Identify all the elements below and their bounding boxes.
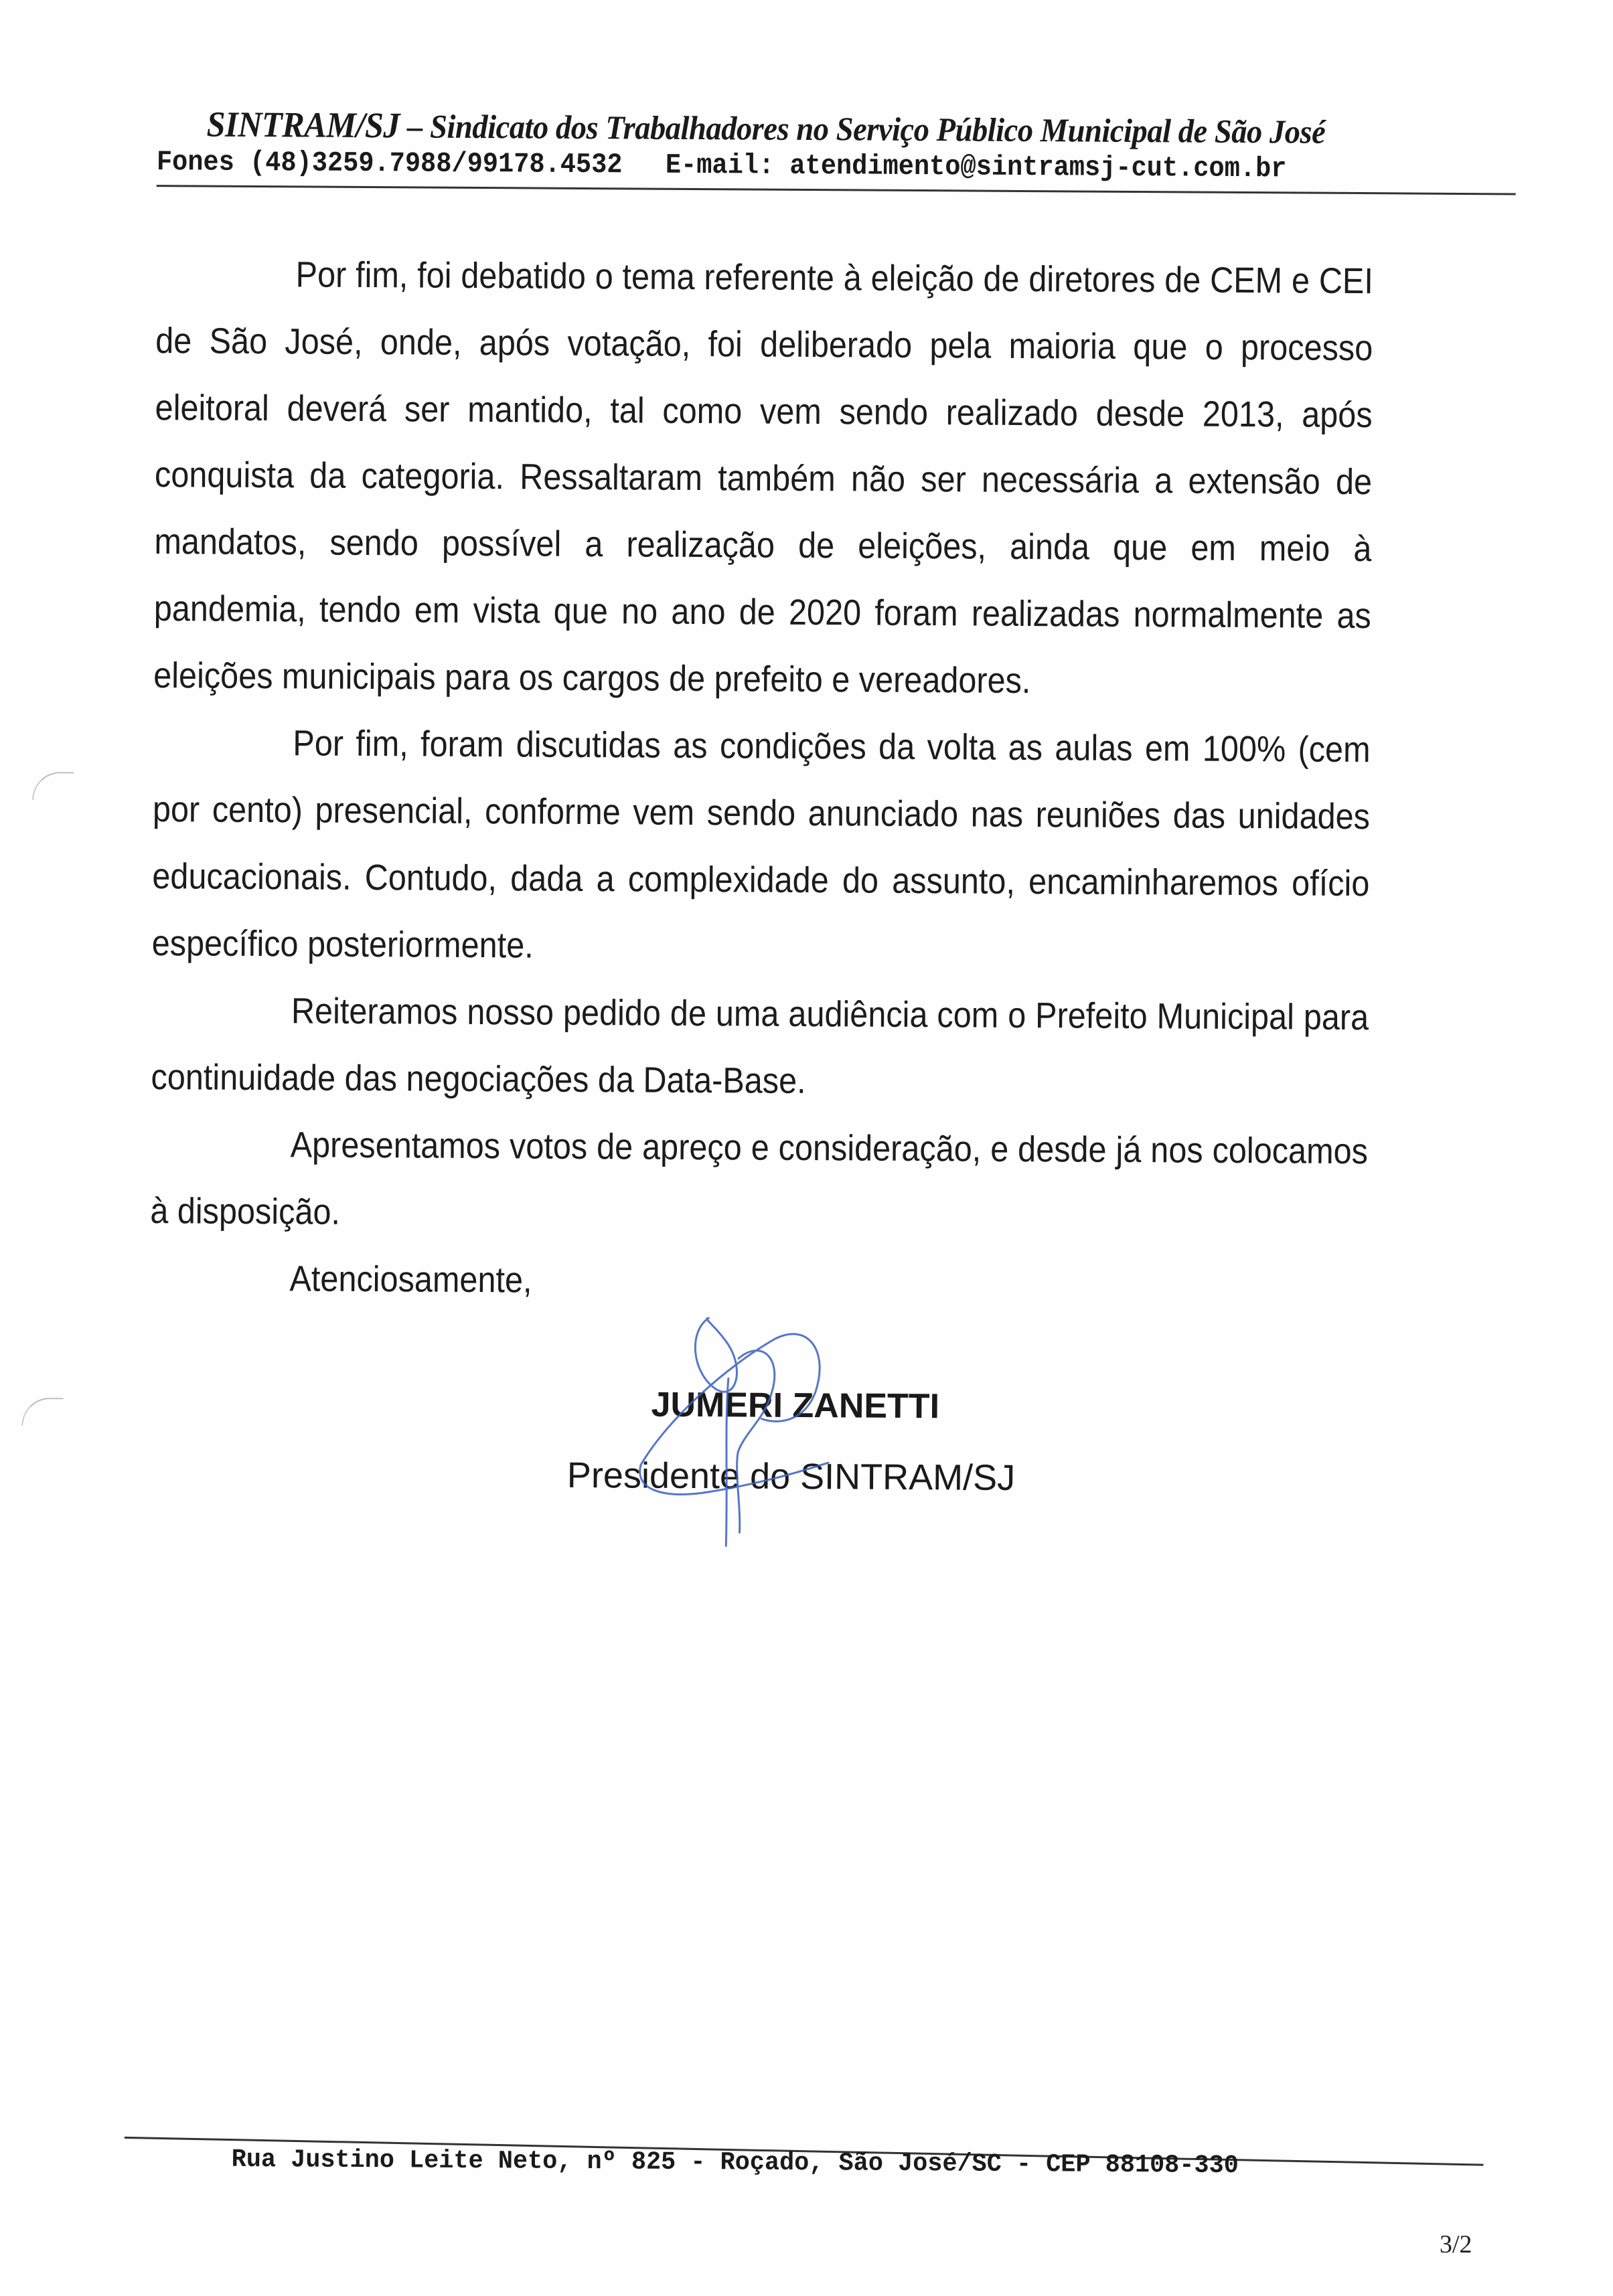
phone-numbers: Fones (48)3259.7988/99178.4532 [156, 146, 623, 181]
letterhead-title [157, 103, 1421, 153]
letterhead [157, 103, 1517, 195]
signature-stroke [695, 1318, 737, 1392]
signature-block [566, 1384, 1103, 1588]
paragraph-director-election: Por fim, foi debatido o tema referente à eleição de diretores de CEM e CEI de São José, onde, após votação, foi deliberado pela maioria que o processo eleitoral deverá ser mantido, tal como vem sendo realizado desde 2013, após conquista da categoria. Ressaltaram também não ser necessária a extensão de mandatos, sendo possível a realização de eleições, ainda que em meio à pandemia, tendo em vista que no ano de 2020 foram realizadas normalmente as eleições municipais para os cargos de prefeito e vereadores. [153, 254, 1374, 702]
org-full-name: – Sindicato dos Trabalhadores no Serviço Público Municipal de São José [399, 107, 1326, 151]
closing-salutation: Atenciosamente, [289, 1258, 532, 1301]
header-divider [157, 185, 1516, 195]
letterhead-contact [157, 146, 1407, 185]
org-short-name: SINTRAM/SJ [206, 104, 400, 146]
email-address: E-mail: atendimento@sintramsj-cut.com.br [665, 149, 1287, 185]
page-number: 3/2 [1439, 2230, 1472, 2259]
paragraph-regards: Apresentamos votos de apreço e consideração, e desde já nos colocamos à disposição. [150, 1125, 1369, 1232]
paragraph-return-to-classes: Por fim, foram discutidas as condições da volta as aulas em 100% (cem por cento) presencial, conforme vem sendo anunciado nas reuniões das unidades educacionais. Contudo, dada a complexidade do assunto, encaminharemos ofício específico posteriormente. [151, 723, 1371, 966]
footer-address: Rua Justino Leite Neto, nº 825 - Roçado, São José/SC - CEP 88108-330 [231, 2145, 1239, 2180]
letter-body [149, 240, 1373, 1319]
punch-hole-mark [21, 1398, 63, 1426]
signatory-role: Presidente do SINTRAM/SJ [566, 1455, 1016, 1498]
paragraph-audience-request: Reiteramos nosso pedido de uma audiência com o Prefeito Municipal para continuidade das negociações da Data-Base. [151, 991, 1369, 1102]
signatory-name: JUMERI ZANETTI [651, 1385, 940, 1426]
punch-hole-mark [32, 772, 74, 800]
